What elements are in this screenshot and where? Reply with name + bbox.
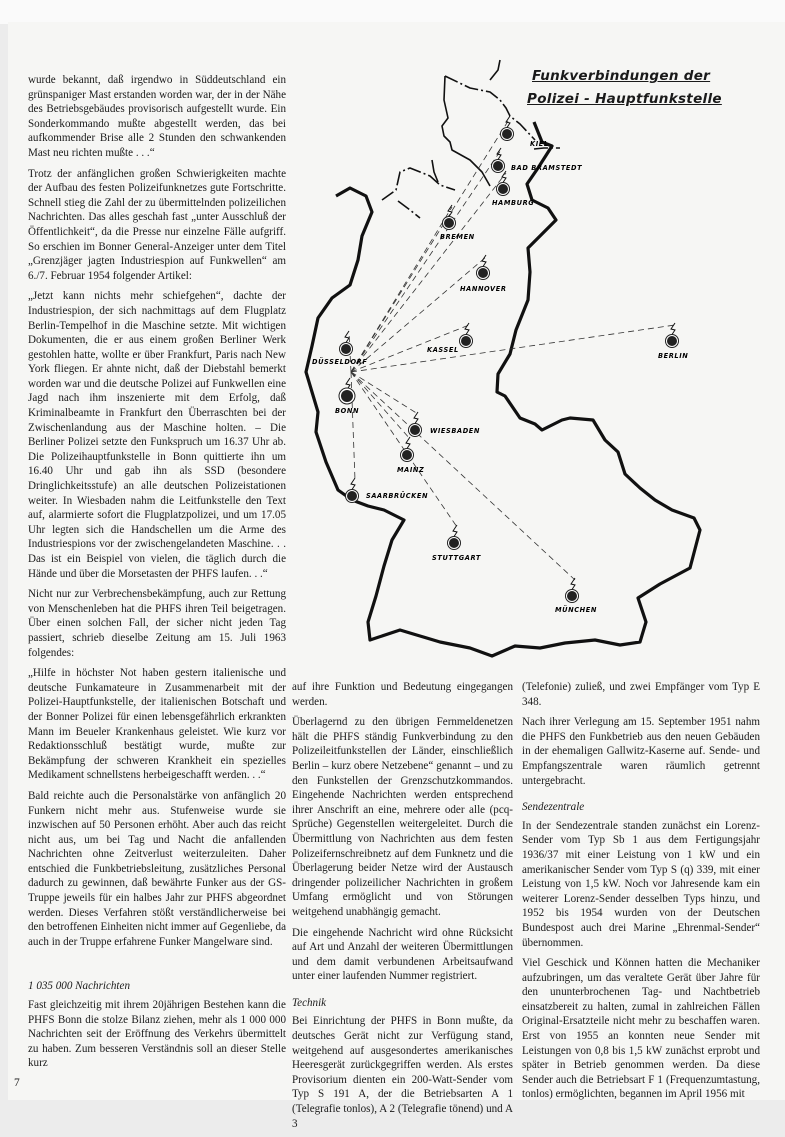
paragraph: (Telefonie) zuließ, und zwei Empfänger vom Typ E 348. [522,681,760,708]
station-label: STUTTGART [432,554,481,562]
paragraph: wurde bekannt, daß irgendwo in Süddeutschland ein grünspaniger Mast erstanden worden war, der in der Nähe des Betriebsgebäudes provisorisch aufgestellt wurde. Ein Sonderkommando mußte abgestellt werden, das bei aufkommender Brise alle 2 Stunden den schwankenden Mast neu richten mußte . . .“ [28,74,286,159]
station-dot-icon [498,184,508,194]
station-dot-icon [461,336,471,346]
paragraph: Bei Einrichtung der PHFS in Bonn mußte, da deutsches Gerät nicht zur Verfügung stand, weitgehend auf ausgesondertes amerikanisches Heeresgerät zurückgegriffen werden. Als erstes Provisorium dienten ein 200-Watt-Sender vom Typ S 191 A, der die Betriebsarten A 1 (Telegrafie tonlos), A 2 (Telegrafie tönend) und A 3 [292,1015,513,1130]
paragraph: „Jetzt kann nichts mehr schiefgehen“, dachte der Industriespion, der sich nachmittags auf dem Flugplatz Berlin-Tempelhof in die Maschine setzte. Mit wichtigen Dokumenten, die er aus einem großen Berliner Werk gestohlen hatte, wollte er über Frankfurt, Paris nach New York fliegen. Er ahnte nicht, daß der Diebstahl bemerkt worden war und die deutsche Polizei auf Funkwellen eine Jagd nach ihm inszenierte mit dem Erfolg, daß Kriminalbeamte in Frankfurt den Überraschten bei der Zwischenlandung aus der Maschine holten. – Die Berliner Polizei setzte den Funkspruch um 16.37 Uhr ab. Die Polizeihauptfunkstelle in Bonn quittierte ihn um 16.40 Uhr und gab ihn als SSD (besondere Dringlichkeitsstufe) an alle deutschen Polizeistationen weiter. In Wiesbaden nahm die Leitfunkstelle den Text auf, alarmierte sofort die Flugplatzpolizei, und um 17.05 Uhr legten sich die Handschellen um die Arme des Industriespions vor der zwischengelandeten Maschine. . . Das ist ein Beispiel von vielen, die täglich durch die Hände und über die Morsetasten der PHFS laufen. . .“ [28,290,286,580]
station-label: SAARBRÜCKEN [366,492,429,500]
paragraph: Viel Geschick und Können hatten die Mechaniker aufzubringen, um das veraltete Gerät über Jahre für den ununterbrochenen Tag- und Nachtbetrieb einsatzbereit zu halten, zumal in zahlreichen Fällen Original-Ersatzteile nicht mehr zu beschaffen waren. Erst von 1955 an konnten neue Sender mit Leistungen von 0,8 bis 1,5 kW zunächst erprobt und später in Betrieb genommen werden. Da diese Sender auch die Betriebsart F 1 (Frequenzumtastung, tonlos) ermöglichten, begannen im April 1956 mit [522,957,760,1101]
station-label: WIESBADEN [430,427,481,435]
paragraph: Nicht nur zur Verbrechensbekämpfung, auch zur Rettung von Menschenleben hat die PHFS ihren Teil beigetragen. Über einen solchen Fall, der sicher nicht jeden Tag passiert, schrieb dieselbe Zeitung am 15. Juli 1963 folgendes: [28,588,286,659]
station-dot-icon [347,491,357,501]
station-label: DÜSSELDORF [312,358,368,366]
station-label: HAMBURG [492,199,535,207]
station-label: BERLIN [658,352,689,360]
station-dot-icon [402,450,412,460]
north-coast-inner [432,60,500,186]
paragraph: Bald reichte auch die Personalstärke von anfänglich 20 Funkern nicht mehr aus. Stufenweise wurde sie inzwischen auf 50 Personen erhöht. Aber auch das reicht nicht aus, um bei Tag und Nacht die anfallenden Nachrichten ohne Zeitverlust weiterzuleiten. Daher entschied die Funkbetriebsleitung, zusätzliches Personal dadurch zu gewinnen, daß bewährte Funker aus der GS-Truppe jeweils für ein halbes Jahr zur PHFS abgeordnet werden. Dieses Verfahren stößt verständlicherweise bei den betroffenen Einheiten nicht immer auf Gegenliebe, da auch in der Truppe erfahrene Funker Mangelware sind. [28,789,286,948]
station-label: KASSEL [427,346,459,354]
text-column-middle [292,680,513,1137]
paragraph: In der Sendezentrale standen zunächst ein Lorenz-Sender vom Typ Sb 1 aus dem Fertigungsjahr 1936/37 mit einer Leistung von 1 kW und ein amerikanischer Sender vom Typ S (q) 339, mit einer Leistung von 1,5 kW. Noch vor Jahresende kam ein weiterer Lorenz-Sender desselben Typs hinzu, und 1952 bis 1954 wurden von der Deutschen Bundespost auch drei Marine „Ehrenmal-Sender“ übernommen. [522,819,760,949]
station-dot-icon [449,538,459,548]
station-label: HANNOVER [460,285,507,293]
station-label: BAD BRAMSTEDT [511,164,583,172]
station-dot-icon [478,268,488,278]
station-dot-icon [410,425,420,435]
paragraph: „Hilfe in höchster Not haben gestern italienische und deutsche Funkamateure in Zusammenarbeit mit der Polizei-Hauptfunkstelle, der italienischen Botschaft und der Bonner Polizei für einen lebensgefährlich erkrankten Mann im Beueler Krankenhaus geleistet. Wie kurz vor Redaktionsschluß bestätigt wurde, mußte zur Bekämpfung der schweren Krankheit ein spezielles Medikament schnellstens herbeigeschafft werden. . .“ [28,667,286,782]
station-dot-icon [667,336,677,346]
map-title-line1: Funkverbindungen der [532,68,711,84]
text-column-right [522,680,760,1108]
paragraph: Trotz der anfänglichen großen Schwierigkeiten machte der Aufbau des festen Polizeifunknetzes gute Fortschritte. Schnell stieg die Zahl der zu übermittelnden polizeilichen Nachrichten. Das alles geschah fast „unter Ausschluß der Öffentlichkeit“, da die Presse nur einzelne Fälle aufgriff. So erschien im Bonner General-Anzeiger unter dem Titel „Grenzjäger jagten Industriespion auf Funkwellen“ am 6./7. Februar 1954 folgender Artikel: [28,167,286,282]
paragraph: auf ihre Funktion und Bedeutung eingegangen werden. [292,681,513,708]
radio-link-line [351,372,355,480]
station-dot-icon [493,161,503,171]
section-heading: 1 035 000 Nachrichten [28,980,130,993]
section-heading: Technik [292,996,327,1009]
station-label: KIEL [530,140,549,148]
paragraph: Fast gleichzeitig mit ihrem 20jährigen Bestehen kann die PHFS Bonn die stolze Bilanz ziehen, mehr als 1 000 000 Nachrichten seit der Eröffnung des Verkehrs übermittelt zu haben. Zum besseren Verständnis soll an dieser Stelle kurz [28,999,286,1070]
radio-stations [312,116,688,614]
radio-link-line [351,325,675,372]
station-dot-icon [341,390,353,402]
radio-link-line [351,118,510,372]
radio-link-line [351,372,418,414]
section-heading: Sendezentrale [522,801,585,814]
radio-links [349,118,675,580]
map-title-line2: Polizei - Hauptfunkstelle [527,91,722,107]
station-label: BREMEN [440,233,475,241]
station-dot-icon [444,218,454,228]
radio-link-line [351,257,486,372]
station-dot-icon [341,344,351,354]
page-number: 7 [14,1077,20,1089]
paragraph: Überlagernd zu den übrigen Fernmeldenetzen hält die PHFS ständig Funkverbindung zu den Polizeileitfunkstellen der Länder, einschließlich Berlin – kurz obere Netzebene“ genannt – und zu den Funkstellen der Grenzschutzkommandos. Eingehende Nachrichten werden entsprechend ihrer Anschrift an eine, mehrere oder alle (pcq-Sprüche) Gegenstellen weitergeleitet. Durch die Übermittlung von Nachrichten aus dem festen Polizeifernschreibnetz auf dem Funknetz und die Überlagerung beider Netze wird der Austausch dringender polizeilicher Nachrichten in großem Umfang ermöglicht und von Störungen weitgehend unabhängig gemacht. [292,716,513,918]
station-label: BONN [335,407,360,415]
station-label: MÜNCHEN [555,606,598,614]
radio-link-line [351,150,501,372]
station-dot-icon [502,129,512,139]
radio-link-line [351,372,410,439]
paragraph: Nach ihrer Verlegung am 15. September 1951 nahm die PHFS den Funkbetrieb aus den neuen Gebäuden in der ehemaligen Gallwitz-Kaserne auf. Sende- und Empfangszentrale waren räumlich getrennt untergebracht. [522,716,760,787]
station-label: MAINZ [397,466,425,474]
station-dot-icon [567,591,577,601]
radio-link-line [351,372,575,580]
paragraph: Die eingehende Nachricht wird ohne Rücksicht auf Art und Anzahl der weiteren Übermittlungen und dem damit verbundenen Arbeitsaufwand unter einer laufenden Nummer registriert. [292,926,513,983]
